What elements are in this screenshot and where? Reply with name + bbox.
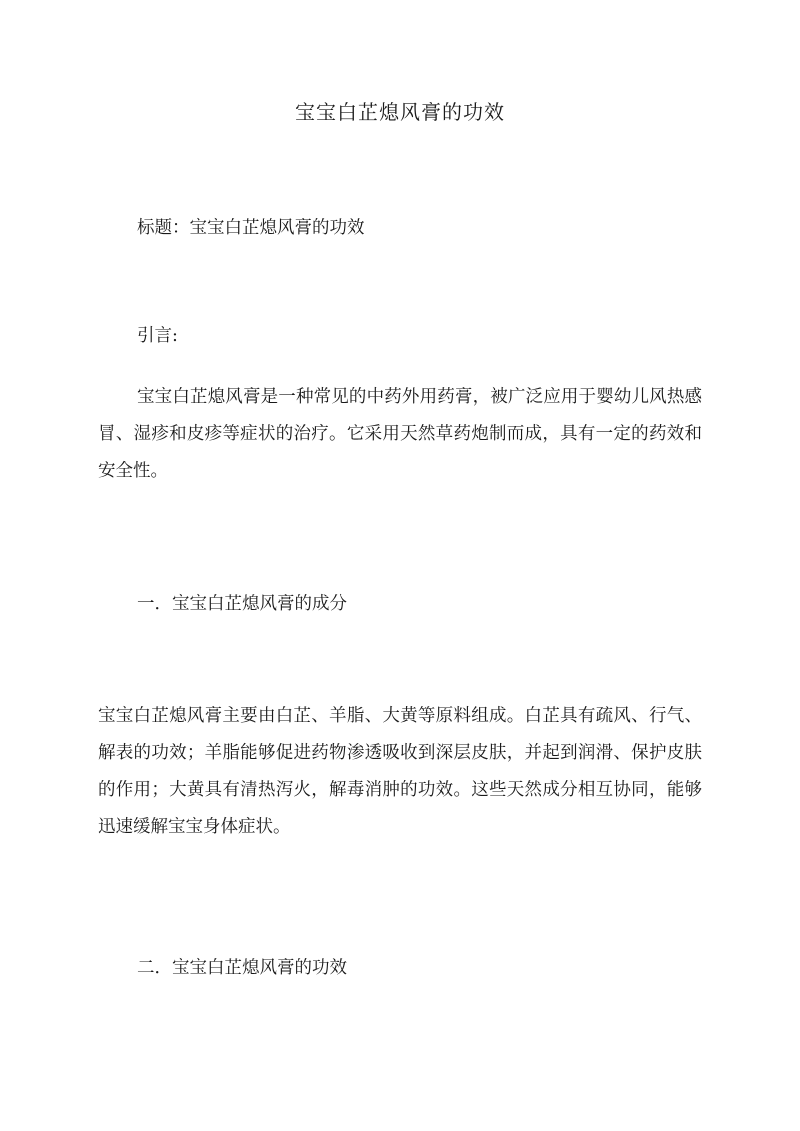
intro-heading: 引言:: [137, 326, 178, 346]
intro-paragraph: 宝宝白芷熄风膏是一种常见的中药外用药膏，被广泛应用于婴幼儿风热感冒、湿疹和皮疹等症状的治疗。它采用天然草药炮制而成，具有一定的药效和安全性。: [98, 387, 702, 481]
document-title: 宝宝白芷熄风膏的功效: [295, 100, 505, 124]
section-heading-effects: 二．宝宝白芷熄风膏的功效: [137, 958, 347, 978]
subject-line: 标题：宝宝白芷熄风膏的功效: [137, 218, 365, 238]
section-heading-ingredients: 一．宝宝白芷熄风膏的成分: [137, 594, 347, 614]
section-paragraph-ingredients: 宝宝白芷熄风膏主要由白芷、羊脂、大黄等原料组成。白芷具有疏风、行气、解表的功效；羊脂能够促进药物渗透吸收到深层皮肤，并起到润滑、保护皮肤的作用；大黄具有清热泻火，解毒消肿的功效。这些天然成分相互协同，能够迅速缓解宝宝身体症状。: [98, 706, 702, 837]
